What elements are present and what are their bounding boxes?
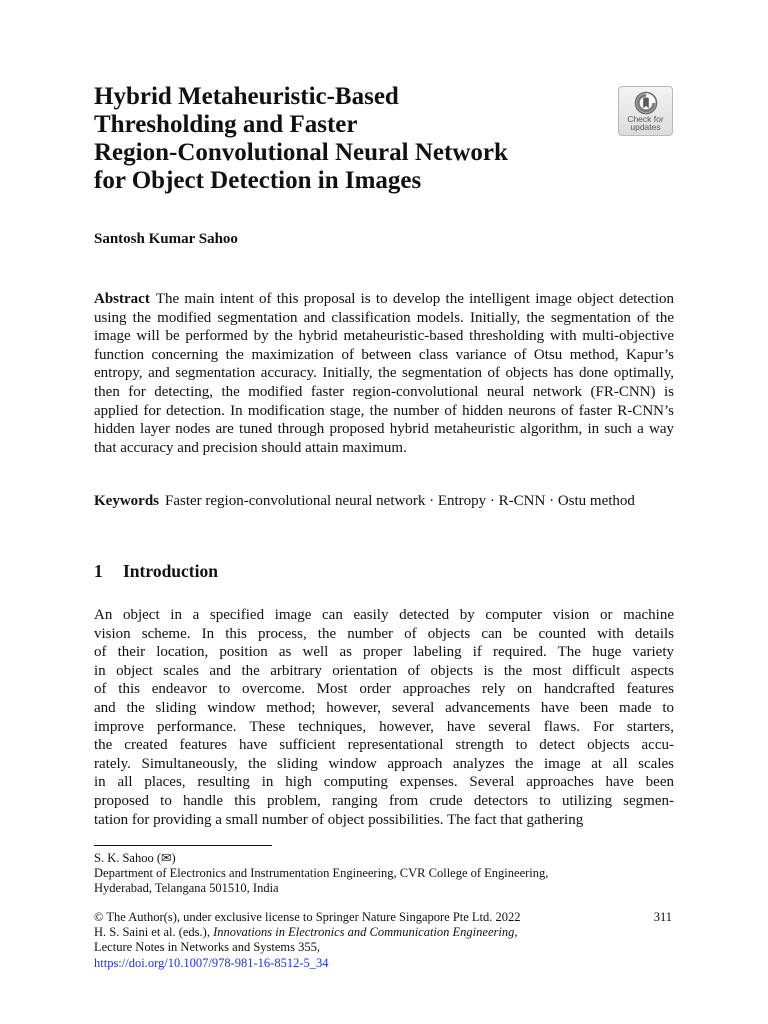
title-line: Hybrid Metaheuristic-Based <box>94 83 399 110</box>
series-line: Lecture Notes in Networks and Systems 355, <box>94 940 321 955</box>
paragraph-line: vision scheme. In this process, the number of objects can be counted with details <box>94 625 674 642</box>
badge-line-1: Check for <box>627 114 664 124</box>
crossmark-icon <box>634 91 658 115</box>
paragraph-line: improve performance. These techniques, however, have several flaws. For starters, <box>94 718 674 735</box>
section-heading <box>94 561 218 581</box>
introduction-paragraph <box>94 606 674 829</box>
paragraph-line: proposed to handle this problem, ranging from crude detectors to utilizing segmen- <box>94 792 674 809</box>
footnote-author: S. K. Sahoo (✉) <box>94 851 176 865</box>
footnote-rule <box>94 845 272 846</box>
paragraph-line: tation for providing a small number of object possibilities. The fact that gathering <box>94 811 584 828</box>
keywords-label: Keywords <box>94 493 159 509</box>
abstract <box>94 290 674 457</box>
section-title: Introduction <box>123 561 218 581</box>
page-number: 311 <box>653 910 672 924</box>
paragraph-line: and the sliding window method; however, several advancements have been made to <box>94 699 674 716</box>
title-line: for Object Detection in Images <box>94 167 422 194</box>
paragraph-line: the created features have sufficient representational strength to detect objects accu- <box>94 737 674 754</box>
book-title: Innovations in Electronics and Communication Engineering <box>213 925 515 940</box>
abstract-text: The main intent of this proposal is to develop the intelligent image object detection using the modified segmentation and classification models. Initially, the segmentation of the image will be performed by the hybrid metaheuristic-based thresholding with multi-objective function concerning the maximization of between class variance of Otsu method, Kapur’s entropy, and segmentation accuracy. Initially, the segmentation of objects has done optimally, then for detecting, the modified faster region-convolutional neural network (FR-CNN) is applied for detection. In modification stage, the number of hidden neurons of faster R-CNN’s hidden layer nodes are tuned through proposed hybrid metaheuristic algorithm, in such a way that accuracy and precision should attain maximum. <box>94 291 674 456</box>
badge-line-2: updates <box>630 122 661 132</box>
paragraph-line: of this endeavor to overcome. Most order approaches rely on handcrafted features <box>94 681 674 698</box>
footnote-affiliation: Hyderabad, Telangana 501510, India <box>94 881 279 896</box>
paragraph-line: in all places, resulting in high computing expenses. Several approaches have been <box>94 774 674 791</box>
author-footnote <box>94 851 674 897</box>
paragraph-line: rately. Simultaneously, the sliding window approach analyzes the image at all scales <box>94 755 674 772</box>
paragraph-line: An object in a specified image can easily detected by computer vision or machine <box>94 607 674 623</box>
copyright-block <box>94 910 674 971</box>
title-line: Region-Convolutional Neural Network <box>94 139 508 166</box>
author-name: Santosh Kumar Sahoo <box>94 231 238 247</box>
editors: H. S. Saini et al. (eds.), <box>94 925 214 940</box>
book-citation <box>94 925 674 940</box>
keywords <box>94 492 674 511</box>
paragraph-line: of their location, position as well as proper labeling if required. The huge variety <box>94 644 674 661</box>
copyright-line: © The Author(s), under exclusive license to Springer Nature Singapore Pte Ltd. 2022 <box>94 910 521 924</box>
citation-comma: , <box>514 925 518 940</box>
paper-title <box>94 83 594 195</box>
abstract-label: Abstract <box>94 291 150 307</box>
check-for-updates-badge[interactable] <box>618 86 673 136</box>
paragraph-line: in object scales and the arbitrary orientation of objects is the most difficult aspects <box>94 662 674 679</box>
doi-line <box>94 956 674 971</box>
doi-link[interactable]: https://doi.org/10.1007/978-981-16-8512-5_34 <box>94 955 329 970</box>
section-number: 1 <box>94 561 103 581</box>
title-line: Thresholding and Faster <box>94 111 358 138</box>
footnote-affiliation: Department of Electronics and Instrumentation Engineering, CVR College of Engineering, <box>94 866 549 881</box>
keywords-text: Faster region-convolutional neural network · Entropy · R-CNN · Ostu method <box>165 493 635 509</box>
